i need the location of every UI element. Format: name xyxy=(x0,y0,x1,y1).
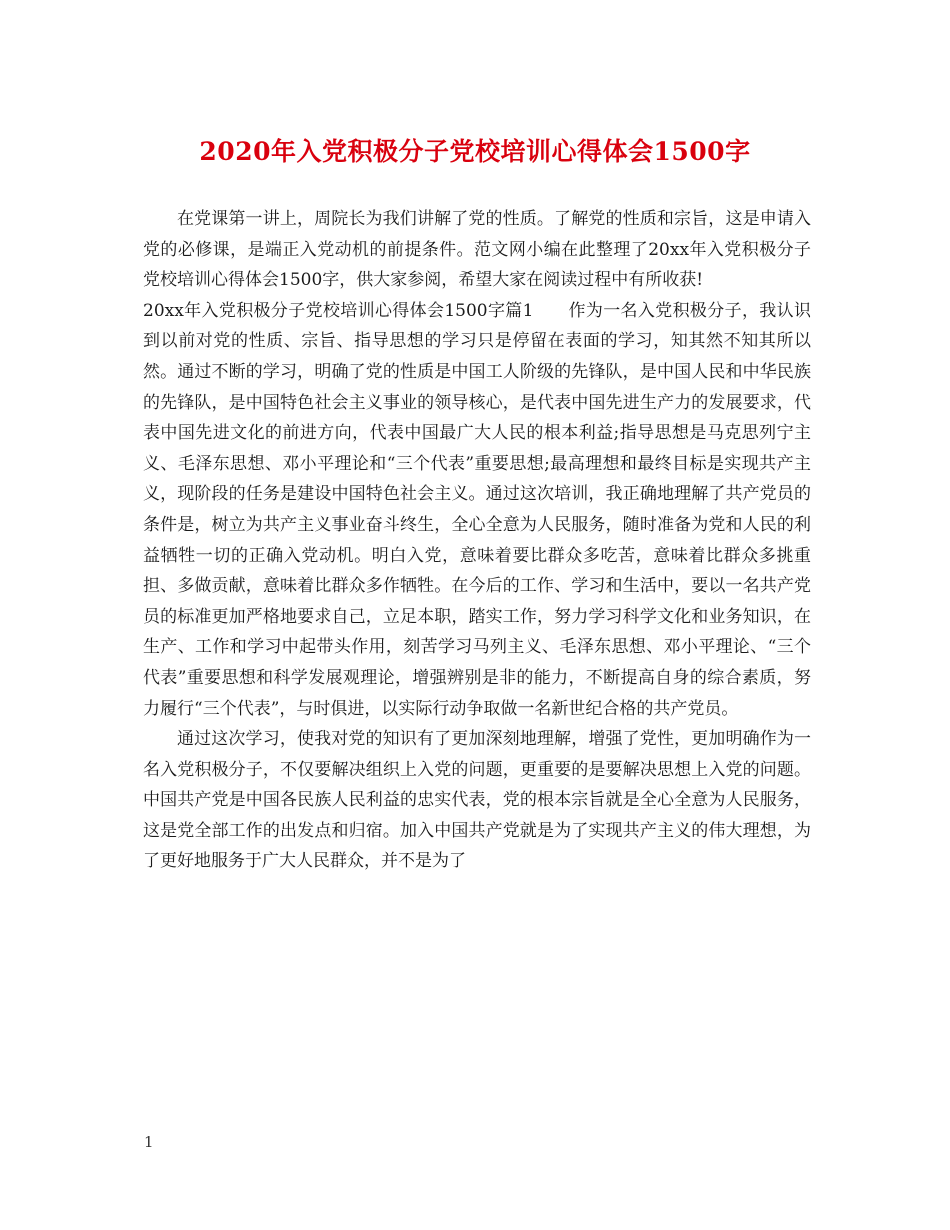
paragraph-intro: 在党课第一讲上，周院长为我们讲解了党的性质。了解党的性质和宗旨，这是申请入党的必修课，是端正入党动机的前提条件。范文网小编在此整理了20xx年入党积极分子党校培训心得体会1500字，供大家参阅，希望大家在阅读过程中有所收获! xyxy=(143,209,811,291)
paragraph-reflection: 通过这次学习，使我对党的知识有了更加深刻地理解，增强了党性，更加明确作为一名入党积极分子，不仅要解决组织上入党的问题，更重要的是要解决思想上入党的问题。中国共产党是中国各民族人民利益的忠实代表，党的根本宗旨就是全心全意为人民服务，这是党全部工作的出发点和归宿。加入中国共产党就是为了实现共产主义的伟大理想，为了更好地服务于广大人民群众，并不是为了 xyxy=(143,729,811,872)
document-body xyxy=(143,204,811,877)
page-number: 1 xyxy=(144,1133,154,1151)
document-title: 2020年入党积极分子党校培训心得体会1500字 xyxy=(199,137,751,166)
paragraph-article-1: 20xx年入党积极分子党校培训心得体会1500字篇1 作为一名入党积极分子，我认识到以前对党的性质、宗旨、指导思想的学习只是停留在表面的学习，知其然不知其所以然。通过不断的学习，明确了党的性质是中国工人阶级的先锋队，是中国人民和中华民族的先锋队，是中国特色社会主义事业的领导核心，是代表中国先进生产力的发展要求，代表中国先进文化的前进方向，代表中国最广大人民的根本利益;指导思想是马克思列宁主义、毛泽东思想、邓小平理论和“三个代表”重要思想;最高理想和最终目标是实现共产主义，现阶段的任务是建设中国特色社会主义。通过这次培训，我正确地理解了共产党员的条件是，树立为共产主义事业奋斗终生，全心全意为人民服务，随时准备为党和人民的利益牺牲一切的正确入党动机。明白入党，意味着要比群众多吃苦，意味着比群众多挑重担、多做贡献，意味着比群众多作牺牲。在今后的工作、学习和生活中，要以一名共产党员的标准更加严格地要求自己，立足本职，踏实工作，努力学习科学文化和业务知识，在生产、工作和学习中起带头作用，刻苦学习马列主义、毛泽东思想、邓小平理论、“三个代表”重要思想和科学发展观理论，增强辨别是非的能力，不断提高自身的综合素质，努力履行“三个代表”，与时俱进，以实际行动争取做一名新世纪合格的共产党员。 xyxy=(143,300,811,719)
